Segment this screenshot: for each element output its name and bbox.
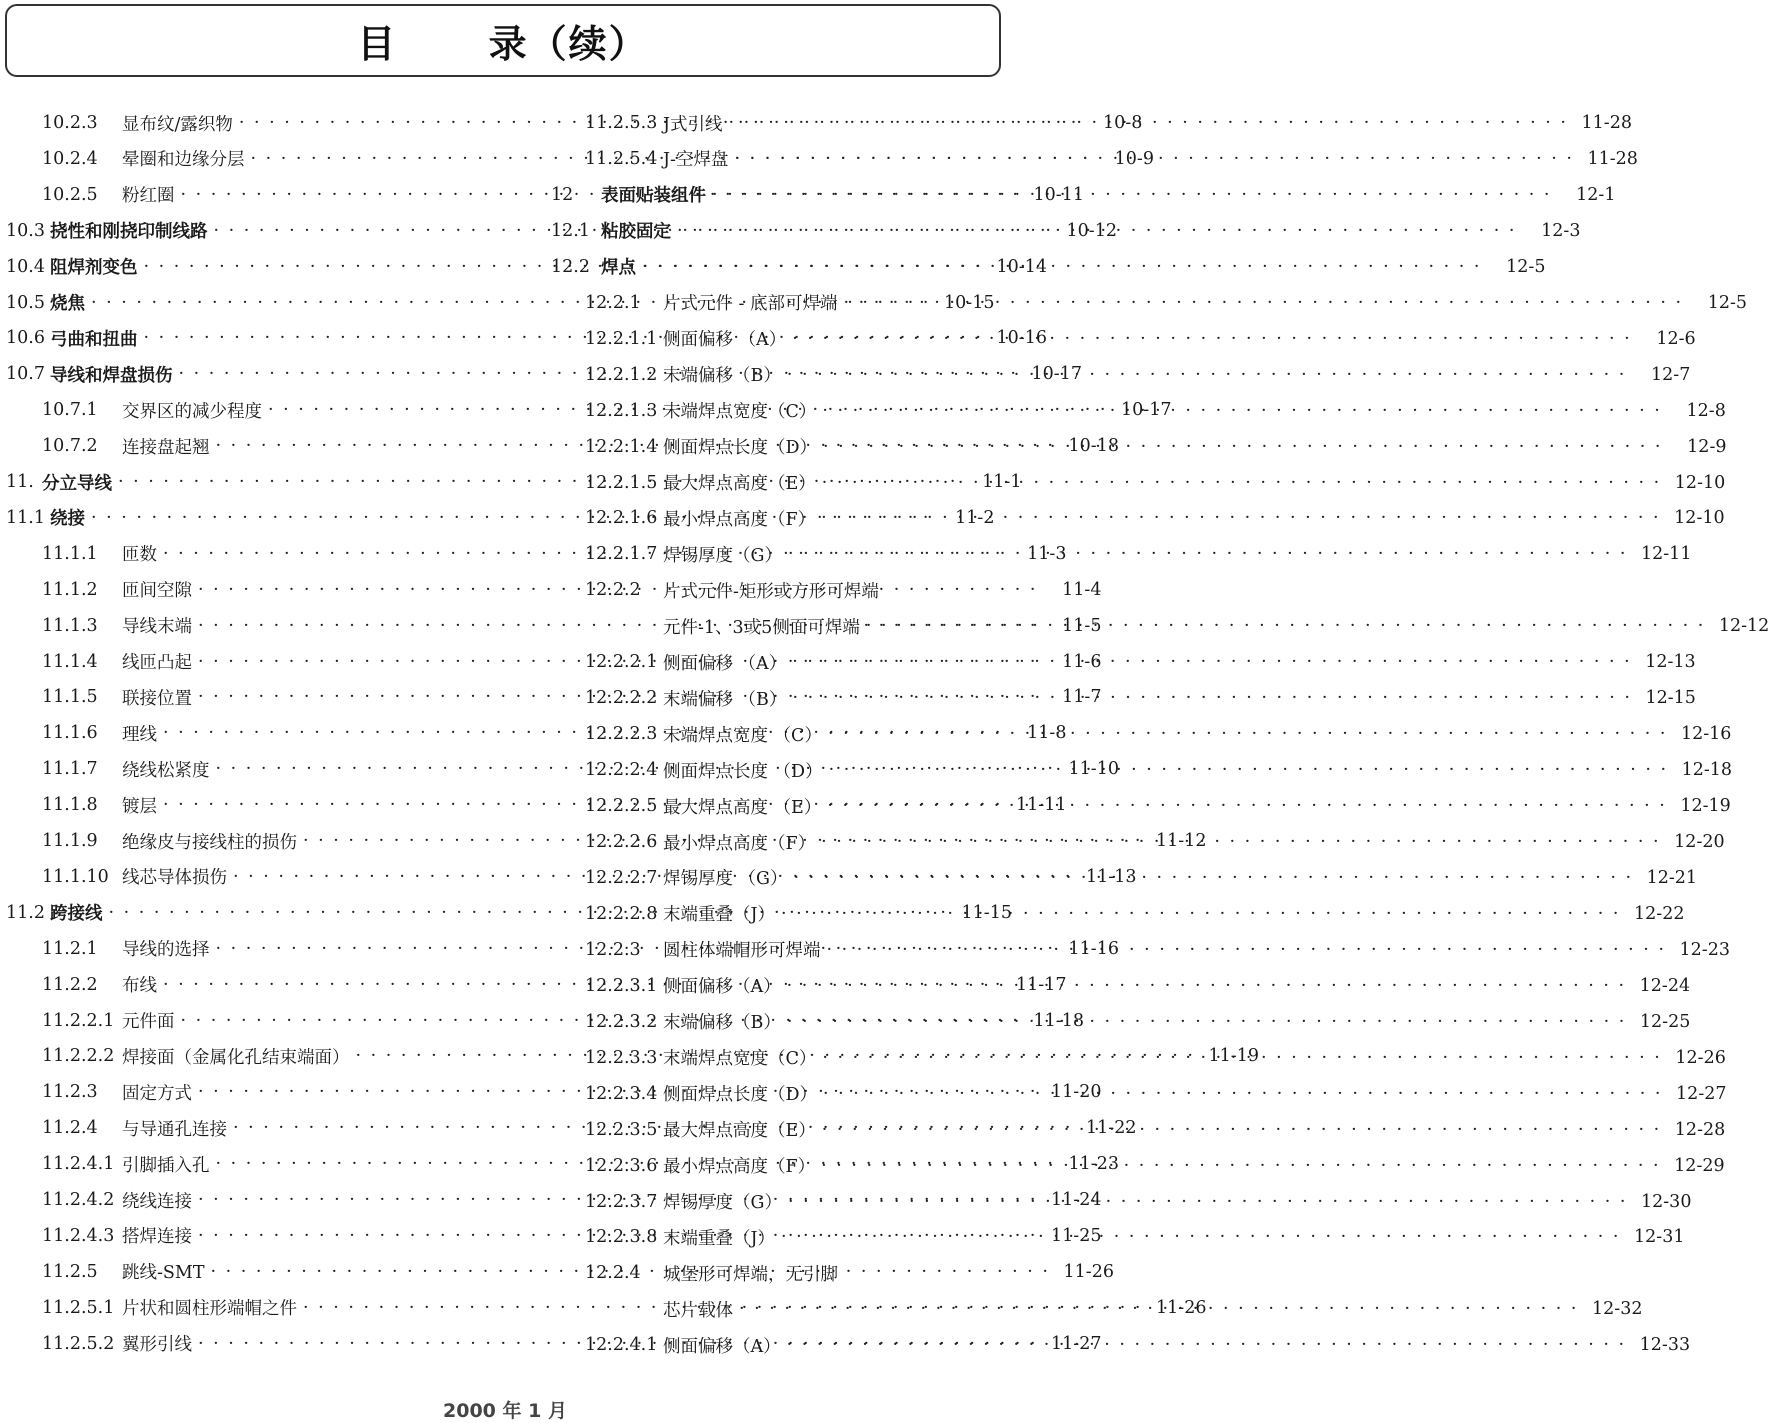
dot-leader [787, 976, 1626, 996]
toc-entry-number: 11.2.4.1 [42, 1154, 115, 1175]
toc-entry-number: 11.2.1 [42, 938, 98, 959]
toc-entry-label: 绕线松紧度 [122, 760, 210, 781]
toc-entry-label: 导线和焊盘损伤 [50, 365, 173, 386]
toc-entry-label: 搭焊连接 [122, 1227, 192, 1248]
toc-entry-page: 12-15 [1645, 688, 1696, 709]
toc-entry-number: 10.4 [6, 256, 45, 277]
toc-entry-label: 末端偏移（B） [663, 1013, 781, 1034]
toc-entry-label: 最小焊点高度（F） [663, 833, 816, 854]
toc-entry-label: 导线末端 [122, 617, 192, 638]
toc-entry-number: 12.2.2.3 [585, 724, 658, 745]
dot-leader [827, 940, 1666, 960]
toc-entry-page: 11-24 [1051, 1190, 1102, 1210]
toc-entry-page: 11-12 [1156, 831, 1207, 851]
toc-entry-page: 10-11 [1033, 184, 1084, 205]
toc-entry-page: 11-8 [1027, 723, 1067, 744]
toc-entry-page: 11-17 [1016, 974, 1067, 995]
toc-entry-page: 11-4 [1062, 579, 1102, 600]
toc-entry-number: 12.2.3.7 [585, 1191, 658, 1212]
toc-entry-number: 12.1 [551, 220, 590, 241]
dot-leader [792, 652, 1631, 672]
toc-entry-number: 11.2.5.1 [42, 1297, 115, 1318]
toc-entry-page: 12-1 [1576, 184, 1616, 205]
dot-leader [729, 113, 1568, 133]
toc-entry-label: 连接盘起翘 [122, 437, 210, 458]
toc-entry-page: 12-7 [1651, 364, 1691, 385]
toc-entry-number: 10.2.3 [42, 113, 98, 133]
toc-entry-number: 12.2.3 [585, 939, 641, 960]
dot-leader [788, 1192, 1627, 1212]
toc-entry-label: 片式元件-矩形或方形可焊端 [663, 581, 879, 602]
toc-entry-number: 11. [6, 472, 34, 492]
toc-entry-number: 11.1.9 [42, 831, 98, 851]
toc-entry-page: 11-3 [1027, 543, 1067, 564]
dot-leader [828, 724, 1667, 744]
dot-leader [787, 1335, 1626, 1355]
toc-entry-page: 11-1 [982, 472, 1022, 492]
toc-entry-page: 11-23 [1068, 1154, 1119, 1175]
toc-entry-number: 11.1.10 [42, 866, 109, 887]
toc-entry-number: 11.2.2.2 [42, 1046, 115, 1067]
toc-entry-page: 11-6 [1062, 651, 1102, 672]
dot-leader [788, 544, 1627, 564]
toc-entry-number: 11.2.4.3 [42, 1225, 115, 1246]
toc-entry-label: 芯片载体 [663, 1300, 733, 1321]
toc-entry-number: 12.2.2.5 [585, 796, 658, 817]
toc-entry-page: 11-16 [1068, 938, 1119, 959]
toc-entry-number: 11.1.1 [42, 543, 98, 564]
toc-entry-label: 侧面偏移（A） [663, 1336, 781, 1357]
toc-entry-number: 12.2.2.1 [585, 652, 658, 673]
toc-entry-page: 12-12 [1718, 616, 1769, 637]
toc-entry-page: 11-20 [1051, 1082, 1102, 1103]
toc-entry-number: 12.2.3.8 [585, 1227, 658, 1248]
toc-entry-page: 12-6 [1656, 328, 1696, 349]
toc-entry-number: 12.2.2.7 [585, 867, 658, 888]
toc-entry-page: 12-8 [1686, 400, 1726, 421]
dot-leader [823, 437, 1662, 457]
toc-entry-number: 12.2.2.6 [585, 832, 658, 852]
toc-entry-label: 焊点 [601, 258, 636, 279]
toc-entry-number: 11.1.5 [42, 687, 98, 708]
dot-leader [781, 1227, 1620, 1247]
toc-entry-label: 元件面 [122, 1012, 175, 1032]
toc-entry-number: 11.1 [6, 507, 45, 528]
toc-entry-label: 匝数 [122, 545, 157, 566]
toc-entry-number: 12.2.1.7 [585, 544, 658, 565]
toc-entry-page: 12-10 [1674, 472, 1726, 493]
toc-entry-page: 10-14 [996, 256, 1047, 277]
toc-entry-page: 10-16 [996, 328, 1047, 349]
toc-entry-label: 城堡形可焊端，无引脚 [663, 1264, 838, 1285]
toc-entry-label: 侧面偏移 （A） [663, 330, 787, 351]
toc-entry-label: 末端焊点宽度（C） [663, 402, 817, 423]
toc-entry-page: 12-29 [1674, 1155, 1725, 1176]
toc-entry-label: 阻焊剂变色 [50, 258, 138, 279]
toc-entry-page: 12-25 [1639, 1011, 1691, 1032]
toc-entry-number: 12.2.2.4 [585, 760, 658, 781]
toc-entry-number: 11.1.8 [42, 795, 98, 816]
toc-entry-label: 烧焦 [50, 294, 85, 314]
toc-entry-label: 侧面焊点长度（D） [663, 438, 818, 459]
toc-entry-page: 12-32 [1592, 1299, 1643, 1320]
toc-entry-label: 末端焊点宽度 （C） [663, 725, 822, 746]
toc-entry-number: 10.2.4 [42, 148, 98, 169]
toc-entry-page: 11-22 [1086, 1118, 1137, 1139]
toc-entry-number: 12.2.1.5 [585, 472, 658, 493]
toc-entry-label: 固定方式 [122, 1083, 192, 1104]
toc-entry-page: 12-18 [1681, 760, 1733, 781]
toc-entry-page: 11-27 [1051, 1333, 1102, 1354]
toc-entry-page: 10-17 [1121, 400, 1172, 421]
toc-entry-page: 11-10 [1068, 759, 1119, 780]
toc-entry-number: 11.2.5.4 [585, 148, 658, 169]
toc-entry-label: 圆柱体端帽形可焊端 [663, 941, 821, 962]
toc-entry-label: 显布纹/露织物 [122, 114, 233, 135]
toc-entry-label: 绕线连接 [122, 1191, 192, 1212]
toc-entry-label: 翼形引线 [122, 1335, 192, 1356]
toc-entry-page: 10-15 [944, 292, 995, 313]
dot-leader [642, 257, 1481, 277]
toc-entry-number: 12.2.1 [585, 292, 641, 313]
toc-entry-label: 镀层 [122, 796, 157, 817]
toc-entry-label: 与导通孔连接 [122, 1119, 227, 1140]
toc-entry-page: 12-20 [1674, 832, 1725, 852]
dot-leader [822, 401, 1661, 421]
toc-entry-number: 11.2.5.3 [585, 113, 658, 133]
toc-entry-page: 12-21 [1646, 867, 1698, 888]
toc-entry-label: 最小焊点高度（F） [663, 509, 816, 530]
toc-entry-number: 10.7.1 [42, 400, 98, 421]
toc-entry-label: 末端重叠（J） [663, 1228, 776, 1249]
toc-entry-number: 11.1.4 [42, 651, 98, 672]
toc-entry-page: 12-23 [1679, 939, 1730, 960]
dot-leader [792, 688, 1631, 708]
toc-entry-number: 11.1.2 [42, 579, 98, 600]
dot-leader [844, 293, 1683, 313]
toc-entry-label: 绝缘皮与接线柱的损伤 [122, 832, 297, 853]
toc-entry-number: 11.2.4.2 [42, 1190, 115, 1210]
toc-entry-page: 12-13 [1645, 652, 1696, 673]
dot-leader [734, 149, 1573, 169]
dot-leader [677, 221, 1516, 241]
toc-entry-label: 交界区的减少程度 [122, 401, 262, 422]
dot-leader [829, 760, 1668, 780]
toc-entry-page: 11-7 [1062, 687, 1102, 708]
toc-entry-number: 12.2.1.3 [585, 400, 658, 421]
toc-entry-label: 挠性和刚挠印制线路 [50, 222, 208, 243]
toc-entry-label: 粉红圈 [122, 186, 175, 207]
toc-entry-label: 线匝凸起 [122, 653, 192, 673]
toc-entry [545, 899, 1685, 929]
toc-entry-number: 11.2 [6, 902, 45, 923]
dot-leader [821, 508, 1660, 528]
dot-leader [794, 868, 1633, 888]
toc-entry-page: 12-10 [1674, 508, 1725, 529]
toc-entry-number: 11.2.4 [42, 1118, 98, 1139]
toc-entry [545, 575, 1007, 605]
toc-entry-number: 11.1.3 [42, 615, 98, 636]
toc-entry-label: 最大焊点高度（E） [663, 474, 816, 494]
toc-entry-label: 片状和圆柱形端帽之件 [122, 1299, 297, 1320]
toc-entry-label: 侧面偏移 （A） [663, 653, 787, 674]
dot-leader [787, 1012, 1626, 1032]
toc-entry-number: 12.2.2 [585, 580, 641, 601]
dot-leader [823, 1084, 1662, 1104]
toc-entry-label: 联接位置 [122, 688, 192, 709]
toc-entry-label: 侧面焊点长度（D） [663, 1085, 818, 1106]
toc-entry-page: 12-16 [1680, 724, 1732, 745]
toc-entry-number: 12.2.3.2 [585, 1011, 658, 1032]
toc-entry-page: 12-33 [1639, 1335, 1691, 1356]
toc-entry-label: 弓曲和扭曲 [50, 329, 138, 350]
toc-entry-label: 元件-1、3或5侧面可焊端 [663, 617, 860, 638]
toc-entry-page: 12-19 [1680, 796, 1731, 817]
page-title: 目 录（续） [357, 22, 649, 66]
toc-entry-page: 10-8 [1103, 113, 1143, 133]
toc-entry-number: 10.7.2 [42, 436, 98, 457]
toc-entry-label: 跳线-SMT [122, 1263, 205, 1284]
dot-leader [712, 185, 1551, 205]
toc-entry-number: 10.2.5 [42, 184, 98, 205]
toc-entry-page: 11-18 [1033, 1010, 1084, 1031]
toc-entry-label: 绕接 [50, 509, 85, 530]
toc-entry-page: 12-24 [1639, 975, 1691, 996]
toc-entry-number: 12.2.2.2 [585, 688, 658, 709]
toc-entry-number: 12.2.3.6 [585, 1155, 658, 1176]
dot-leader [822, 1120, 1661, 1140]
toc-entry-label: 焊锡厚度（G） [663, 545, 782, 566]
toc-entry-number: 12 [551, 184, 574, 205]
toc-entry-number: 10.6 [6, 328, 45, 349]
toc-entry-label: 粘胶固定 [601, 222, 671, 243]
toc-entry-label: 线芯导体损伤 [122, 868, 227, 889]
toc-entry-label: 末端偏移（B） [663, 366, 781, 387]
toc-entry [545, 288, 1748, 318]
toc-entry-page: 11-25 [1051, 1225, 1102, 1246]
toc-entry-label: 跨接线 [50, 904, 103, 925]
toc-entry-label: J式引线 [663, 114, 723, 135]
toc-entry-number: 11.1.7 [42, 759, 98, 780]
toc-entry-label: 焊锡厚度 （G） [663, 869, 788, 890]
toc-entry-page: 11-13 [1086, 866, 1137, 887]
dot-leader [821, 1156, 1660, 1176]
toc-entry-number: 12.2 [551, 256, 590, 277]
toc-entry-label: 表面贴装组件 [601, 186, 706, 207]
toc-entry-label: 侧面偏移（A） [663, 977, 781, 998]
toc-entry-label: 末端焊点宽度（C） [663, 1049, 817, 1070]
toc-entry-page: 12-9 [1687, 436, 1727, 457]
toc-entry-page: 12-5 [1506, 256, 1546, 277]
toc-entry-label: J-空焊盘 [663, 150, 729, 171]
toc-entry-label: 末端偏移 （B） [663, 689, 787, 710]
toc-entry-number: 12.2.3.3 [585, 1047, 658, 1068]
dot-leader [792, 329, 1631, 349]
toc-entry-page: 12-22 [1634, 903, 1685, 924]
dot-leader [827, 796, 1666, 816]
toc-entry-label: 焊接面（金属化孔结束端面） [122, 1047, 350, 1068]
toc-entry-page: 11-28 [1587, 148, 1638, 169]
toc-entry-number: 11.2.3 [42, 1082, 98, 1103]
toc-entry-page: 11-26 [1156, 1297, 1207, 1318]
toc-entry-page: 11-19 [1208, 1046, 1259, 1067]
dot-leader [866, 616, 1705, 636]
toc-entry-number: 11.2.2.1 [42, 1010, 115, 1031]
toc-entry-number: 12.2.1.2 [585, 364, 658, 385]
toc-entry-label: 晕圈和边缘分层 [122, 150, 245, 171]
toc-entry-page: 12-30 [1641, 1191, 1692, 1212]
toc-entry-label: 理线 [122, 724, 157, 745]
toc-entry-label: 匝间空隙 [122, 581, 192, 602]
toc-entry-number: 12.2.1.1 [585, 328, 658, 349]
toc-entry [545, 468, 1726, 498]
dot-leader [781, 904, 1620, 924]
toc-entry-label: 导线的选择 [122, 940, 210, 961]
toc-entry-number: 10.7 [6, 364, 45, 385]
toc-entry-page: 10-18 [1068, 436, 1119, 457]
toc-entry-page: 12-26 [1675, 1047, 1726, 1068]
dot-leader [821, 832, 1660, 852]
toc-entry-label: 最小焊点高度（F） [663, 1157, 816, 1178]
toc-entry-number: 12.2.3.4 [585, 1083, 658, 1104]
toc-entry-page: 12-28 [1674, 1119, 1726, 1140]
toc-entry-page: 10-12 [1066, 220, 1117, 241]
toc-entry-page: 11-26 [1063, 1261, 1114, 1282]
toc-entry-page: 12-3 [1541, 220, 1581, 241]
toc-entry-number: 10.5 [6, 292, 45, 313]
toc-entry-number: 11.2.2 [42, 974, 98, 995]
toc-entry-label: 分立导线 [42, 473, 112, 494]
toc-entry-page: 11-2 [955, 507, 995, 528]
toc-entry [545, 503, 1725, 533]
toc-entry-label: 最大焊点高度 （E） [663, 797, 822, 818]
toc-entry-page: 11-11 [1016, 795, 1067, 816]
title-frame [5, 4, 1001, 77]
toc-entry-page: 12-5 [1707, 292, 1748, 313]
toc-entry-number: 10.3 [6, 220, 45, 241]
page-footer: 2000 年 1 月 [443, 1400, 567, 1422]
toc-entry-page: 10-17 [1031, 364, 1082, 385]
toc-entry-page: 11-28 [1581, 113, 1632, 133]
toc-entry-label: 片式元件 - 底部可焊端 [663, 294, 838, 315]
toc-entry-number: 12.2.1.4 [585, 436, 658, 457]
toc-entry-label: 末端重叠（J） [663, 905, 776, 926]
toc-entry-page: 10-9 [1114, 148, 1154, 169]
toc-entry-label: 焊锡厚度（G） [663, 1193, 782, 1213]
toc-entry-label: 侧面焊点长度 （D） [663, 761, 823, 782]
toc-entry-number: 12.2.1.6 [585, 508, 658, 529]
dot-leader [739, 1299, 1578, 1319]
toc-entry-label: 引脚插入孔 [122, 1155, 210, 1176]
toc-entry-page: 11-15 [961, 902, 1012, 923]
toc-entry-number: 12.2.4.1 [585, 1335, 658, 1356]
toc-entry-number: 12.2.3.1 [585, 975, 658, 996]
dot-leader [822, 1048, 1661, 1068]
toc-entry-number: 11.1.6 [42, 723, 98, 744]
toc-entry-page: 12-27 [1676, 1083, 1727, 1104]
toc-entry-number: 12.2.3.5 [585, 1119, 658, 1140]
toc-entry-label: 布线 [122, 976, 157, 997]
toc-entry-number: 11.2.5 [42, 1261, 98, 1282]
toc-entry-number: 12.2.4 [585, 1263, 641, 1284]
toc-entry-page: 11-5 [1062, 615, 1102, 636]
toc-entry-number: 11.2.5.2 [42, 1333, 115, 1354]
dot-leader [787, 365, 1626, 385]
dot-leader [822, 473, 1661, 493]
toc-entry-page: 12-31 [1634, 1227, 1685, 1248]
toc-entry [545, 1258, 1007, 1288]
toc-entry-number: 12.2.2.8 [585, 903, 658, 924]
toc-entry-label: 最大焊点高度（E） [663, 1121, 816, 1142]
toc-entry-page: 12-11 [1641, 544, 1692, 565]
